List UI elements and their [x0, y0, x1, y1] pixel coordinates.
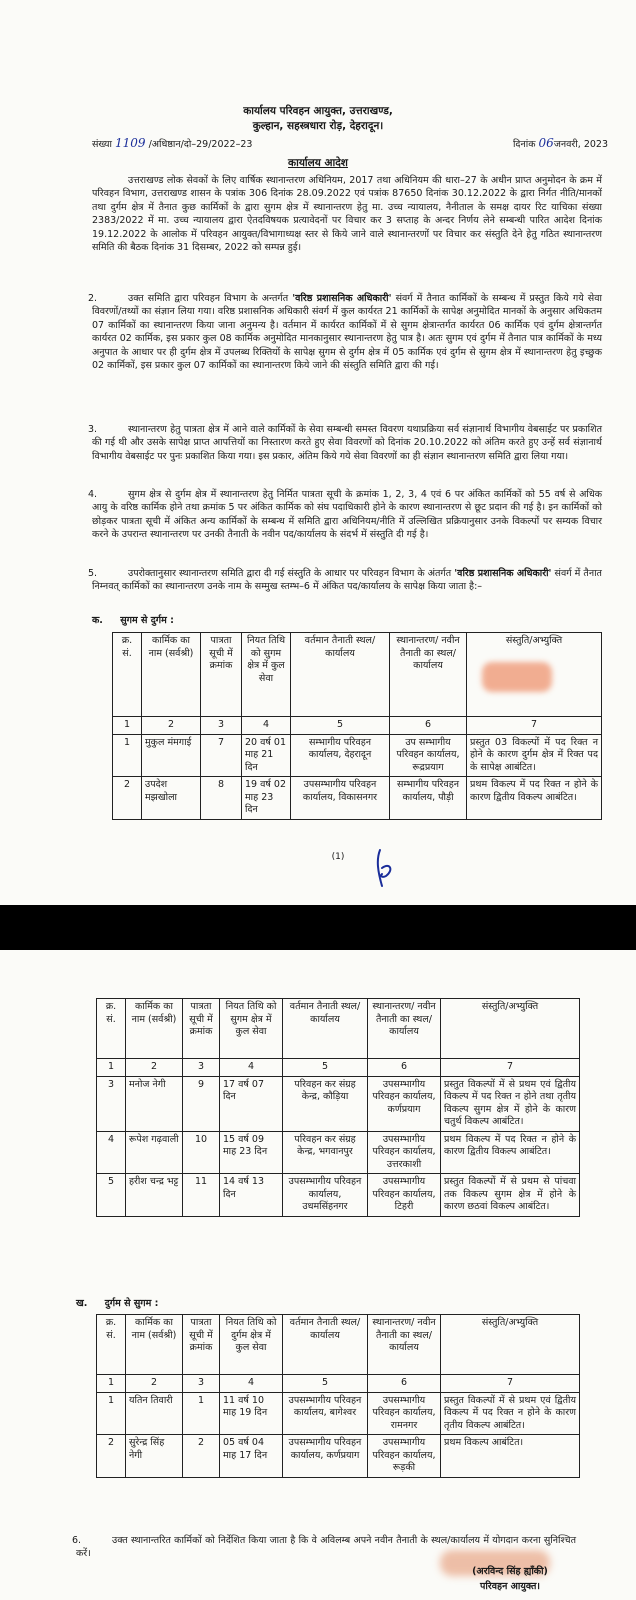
paragraph-2-cadre: 'वरिष्ठ प्रशासनिक अधिकारी' [292, 293, 392, 304]
colnum-2: 2 [126, 1059, 183, 1077]
header-new-posting: स्थानान्तरण/ नवीन तैनाती का स्थल/ कार्यालय [368, 999, 441, 1059]
cell-serial: 4 [97, 1131, 126, 1174]
cell-serial: 5 [97, 1174, 126, 1217]
reference-number [92, 137, 352, 151]
section-ka-title: सुगम से दुर्गम : [120, 615, 174, 626]
colnum-4: 4 [242, 717, 291, 735]
column-number-row [97, 1375, 580, 1393]
paragraph-2-text-a: उक्त समिति द्वारा परिवहन विभाग के अन्तर्गत [128, 293, 289, 304]
header-new-posting: स्थानान्तरण/ नवीन तैनाती का स्थल/ कार्यालय [368, 1315, 441, 1375]
cell-serial: 2 [97, 1435, 126, 1478]
cell-name: मनोज नेगी [126, 1076, 183, 1131]
cell-serial: 3 [97, 1076, 126, 1131]
cell-name: यतिन तिवारी [126, 1392, 183, 1435]
header-list-number: पात्रता सूची में क्रमांक [201, 633, 242, 717]
paragraph-4-number: 4. [88, 489, 98, 500]
header-name: कार्मिक का नाम (सर्वश्री) [126, 999, 183, 1059]
colnum-3: 3 [183, 1375, 220, 1393]
cell-current-posting: उपसम्भागीय परिवहन कार्यालय, बागेश्वर [283, 1392, 368, 1435]
cell-name: सुरेन्द्र सिंह नेगी [126, 1435, 183, 1478]
header-list-number: पात्रता सूची में क्रमांक [183, 999, 220, 1059]
page-number: (1) [331, 852, 345, 862]
cell-remark: प्रस्तुत 03 विकल्पों में पद रिक्त न होने के कारण दुर्गम क्षेत्र में रिक्त पद के सापेक्ष आबंटित। [467, 734, 602, 777]
cell-new-posting: उपसम्भागीय परिवहन कार्यालय, कर्णप्रयाग [368, 1076, 441, 1131]
colnum-4: 4 [220, 1059, 283, 1077]
colnum-5: 5 [283, 1059, 368, 1077]
cell-service: 11 वर्ष 10 माह 19 दिन [220, 1392, 283, 1435]
header-serial: क्र. सं. [97, 999, 126, 1059]
header-current-posting: वर्तमान तैनाती स्थल/कार्यालय [283, 999, 368, 1059]
ref-label: संख्या [92, 139, 112, 150]
header-new-posting: स्थानान्तरण/ नवीन तैनाती का स्थल/ कार्यालय [390, 633, 467, 717]
section-ka-marker: क. [92, 615, 103, 626]
cell-service: 19 वर्ष 02 माह 23 दिन [242, 777, 291, 820]
colnum-3: 3 [201, 717, 242, 735]
paragraph-2-text-b: संवर्ग में तैनात कार्मिकों के सम्बन्ध में प्रस्तुत किये गये सेवा विवरणों/तथ्यों का संज्ञान लिया गया। वरिष्ठ प्रशासनिक अधिकारी संवर्ग में कुल कार्यरत 21 कार्मिकों के सापेक्ष अनुमोदित मानकों के अनुसार अधिकतम 07 कार्मिकों का स्थानान्तरण किया जाना अनुमन्य है। वर्तमान में कार्यरत कार्मिकों में से सुगम क्षेत्रान्तर्गत कार्यरत 06 कार्मिक एवं दुर्गम क्षेत्रान्तर्गत कार्यरत 02 कार्मिक, इस प्रकार कुल 08 कार्मिक अनुमोदित मानकानुसार स्थानान्तरण हेतु पात्र है। अतः सुगम एवं दुर्गम में तैनात पात्र कार्मिकों के मध्य अनुपात के आधार पर ही दुर्गम क्षेत्र में उपलब्ध रिक्तियों के सापेक्ष सुगम से दुर्गम क्षेत्र में 05 कार्मिक एवं दुर्गम से सुगम क्षेत्र में स्थानान्तरण हेतु इच्छुक 02 कार्मिकों, इस प्रकार कुल 07 कार्मिकों का स्थानान्तरण किये जाने की संस्तुति समिति द्वारा की गई। [92, 293, 602, 372]
paragraph-3 [88, 423, 602, 463]
cell-new-posting: उप सम्भागीय परिवहन कार्यालय, रूद्रप्रयाग [390, 734, 467, 777]
cell-remark: प्रथम विकल्प में पद रिक्त न होने के कारण द्वितीय विकल्प आबंटित। [467, 777, 602, 820]
cell-current-posting: उपसम्भागीय परिवहन कार्यालय, विकासनगर [291, 777, 390, 820]
cell-serial: 2 [113, 777, 142, 820]
office-address: कुल्हान, सहस्त्रधारा रोड़, देहरादून। [252, 120, 384, 132]
redaction-smudge [482, 662, 552, 692]
date-label: दिनांक [512, 139, 536, 150]
cell-new-posting: उपसम्भागीय परिवहन कार्यालय, रामनगर [368, 1392, 441, 1435]
cell-name: हरीश चन्द्र भट्ट [126, 1174, 183, 1217]
paragraph-6-text: उक्त स्थानान्तरित कार्मिकों को निर्देशित किया जाता है कि वे अविलम्ब अपने नवीन तैनाती के स्थल/कार्यालय में योगदान करना सुनिश्चित करें। [76, 1535, 576, 1560]
cell-service: 05 वर्ष 04 माह 17 दिन [220, 1435, 283, 1478]
paragraph-6-number: 6. [72, 1535, 82, 1546]
paragraph-1: उत्तराखण्ड लोक सेवकों के लिए वार्षिक स्थानान्तरण अधिनियम, 2017 तथा अधिनियम की धारा–27 के अधीन प्राप्त अनुमोदन के क्रम में परिवहन विभाग, उत्तराखण्ड शासन के पत्रांक 306 दिनांक 28.09.2022 एवं पत्रांक 87650 दिनांक 30.12.2022 के द्वारा निर्गत नीति/मानकों तथा दुर्गम क्षेत्र में तैनात कुछ कार्मिकों के द्वारा सुगम क्षेत्र में स्थानान्तरण हेतु मा. उच्च न्यायालय, नैनीताल के समक्ष दायर रिट याचिका संख्या 2383/2022 में मा. उच्च न्यायालय द्वारा ऐतदविषयक प्रत्यावेदनों पर विचार कर 3 सप्ताह के अन्दर निर्णय लेने सम्बन्धी पारित आदेश दिनांक 19.12.2022 के आलोक में परिवहन आयुक्त/विभागाध्यक्ष स्तर से किये जाने वाले स्थानान्तरणों पर विचार कर संस्तुति देने हेतु गठित स्थानान्तरण समिति की बैठक दिनांक 31 दिसम्बर, 2022 को सम्पन्न हुई। [92, 175, 602, 254]
ref-suffix: /अधिष्ठान/दो–29/2022–23 [148, 139, 253, 150]
cell-list-number: 11 [183, 1174, 220, 1217]
cell-current-posting: परिवहन कर संग्रह केन्द्र, कौड़िया [283, 1076, 368, 1131]
cell-new-posting: उपसम्भागीय परिवहन कार्यालय, रूड़की [368, 1435, 441, 1478]
colnum-7: 7 [441, 1375, 580, 1393]
header-current-posting: वर्तमान तैनाती स्थल/कार्यालय [291, 633, 390, 717]
header-remarks: संस्तुति/अभ्युक्ति [467, 633, 602, 717]
signatory-designation: परिवहन आयुक्त। [480, 1581, 540, 1592]
colnum-3: 3 [183, 1059, 220, 1077]
table-row [97, 1174, 580, 1217]
colnum-7: 7 [467, 717, 602, 735]
paragraph-5-number: 5. [88, 568, 98, 579]
table-sugam-to-durgam-2 [96, 998, 580, 1217]
paragraph-2 [88, 292, 602, 372]
table-row [113, 734, 602, 777]
colnum-7: 7 [441, 1059, 580, 1077]
column-number-row [97, 1059, 580, 1077]
table-header-row [97, 999, 580, 1059]
paragraph-4-text: सुगम क्षेत्र से दुर्गम क्षेत्र में स्थानान्तरण हेतु निर्मित पात्रता सूची के क्रमांक 1, 2, 3, 4 एवं 6 पर अंकित कार्मिकों को 55 वर्ष से अधिक आयु के वरिष्ठ कार्मिक होने तथा क्रमांक 5 पर अंकित कार्मिक को संघ पदाधिकारी होने के कारण स्थानान्तरण से छूट प्रदान की गई है। इन कार्मिकों को छोड़कर पात्रता सूची में अंकित अन्य कार्मिकों के सम्बन्ध में समिति द्वारा अधिनियम/नीति में उल्लिखित प्रक्रियानुसार उनके विकल्पों पर सम्यक विचार करने के उपरान्त स्थानान्तरण पर उनकी तैनाती के नवीन पद/कार्यालय के संदर्भ में संस्तुति दी गई है। [92, 489, 602, 541]
paragraph-3-number: 3. [88, 424, 98, 435]
cell-new-posting: उपसम्भागीय परिवहन कार्यालय, उत्तरकाशी [368, 1131, 441, 1174]
cell-remark: प्रथम विकल्प आबंटित। [441, 1435, 580, 1478]
cell-service: 14 वर्ष 13 दिन [220, 1174, 283, 1217]
paragraph-5 [88, 567, 602, 594]
header-name: कार्मिक का नाम (सर्वश्री) [126, 1315, 183, 1375]
colnum-1: 1 [97, 1375, 126, 1393]
ref-handwritten: 1109 [114, 136, 146, 150]
order-date [468, 137, 608, 151]
header-current-posting: वर्तमान तैनाती स्थल/कार्यालय [283, 1315, 368, 1375]
colnum-4: 4 [220, 1375, 283, 1393]
cell-list-number: 2 [183, 1435, 220, 1478]
cell-remark: प्रथम विकल्प में पद रिक्त न होने के कारण द्वितीय विकल्प आबंटित। [441, 1131, 580, 1174]
cell-service: 15 वर्ष 09 माह 23 दिन [220, 1131, 283, 1174]
cell-list-number: 8 [201, 777, 242, 820]
cell-list-number: 10 [183, 1131, 220, 1174]
section-kha-marker: ख. [76, 1298, 88, 1309]
colnum-6: 6 [390, 717, 467, 735]
colnum-2: 2 [126, 1375, 183, 1393]
cell-remark: प्रस्तुत विकल्पों में से प्रथम से पांचवा तक विकल्प सुगम क्षेत्र में होने के कारण छठवां विकल्प आबंटित। [441, 1174, 580, 1217]
cell-current-posting: उपसम्भागीय परिवहन कार्यालय, कर्णप्रयाग [283, 1435, 368, 1478]
header-list-number: पात्रता सूची में क्रमांक [183, 1315, 220, 1375]
cell-serial: 1 [97, 1392, 126, 1435]
header-remarks: संस्तुति/अभ्युक्ति [441, 1315, 580, 1375]
cell-list-number: 9 [183, 1076, 220, 1131]
cell-name: रूपेश गढ़वाली [126, 1131, 183, 1174]
order-title: कार्यालय आदेश [288, 157, 348, 169]
paragraph-2-number: 2. [88, 293, 98, 304]
cell-list-number: 1 [183, 1392, 220, 1435]
paragraph-3-text: स्थानान्तरण हेतु पात्रता क्षेत्र में आने वाले कार्मिकों के सेवा सम्बन्धी समस्त विवरण यथाप्रक्रिया सर्व संज्ञानार्थ विभागीय वेबसाईट पर प्रकाशित की गई थी और उसके सापेक्ष प्राप्त आपत्तियों का निस्तारण करते हुए सेवा विवरणों को दिनांक 20.10.2022 को अंतिम करते हुए उन्हें सर्व संज्ञानार्थ विभागीय वेबसाईट पर पुनः प्रकाशित किया गया। इस प्रकार, अंतिम किये गये सेवा विवरणों का ही संज्ञान स्थानान्तरण समिति द्वारा लिया गया। [92, 424, 602, 462]
section-kha-title: दुर्गम से सुगम : [104, 1298, 159, 1309]
header-name: कार्मिक का नाम (सर्वश्री) [142, 633, 201, 717]
table-row [97, 1076, 580, 1131]
header-serial: क्र. सं. [113, 633, 142, 717]
cell-current-posting: परिवहन कर संग्रह केन्द्र, भगवानपुर [283, 1131, 368, 1174]
cell-name: उपदेश मझखोला [142, 777, 201, 820]
cell-current-posting: सम्भागीय परिवहन कार्यालय, देहरादून [291, 734, 390, 777]
table-header-row [97, 1315, 580, 1375]
colnum-2: 2 [142, 717, 201, 735]
header-remarks: संस्तुति/अभ्युक्ति [441, 999, 580, 1059]
colnum-1: 1 [113, 717, 142, 735]
header-serial: क्र. सं. [97, 1315, 126, 1375]
cell-new-posting: सम्भागीय परिवहन कार्यालय, पौड़ी [390, 777, 467, 820]
table-sugam-to-durgam-1 [112, 632, 602, 820]
table-row [113, 777, 602, 820]
table-row [97, 1392, 580, 1435]
paragraph-5-cadre: 'वरिष्ठ प्रशासनिक अधिकारी' [454, 568, 552, 579]
cell-new-posting: उपसम्भागीय परिवहन कार्यालय, टिहरी [368, 1174, 441, 1217]
colnum-6: 6 [368, 1059, 441, 1077]
paragraph-5-text-a: उपरोक्तानुसार स्थानान्तरण समिति द्वारा दी गई संस्तुति के आधार पर परिवहन विभाग के अंतर्गत [128, 568, 452, 579]
column-number-row [113, 717, 602, 735]
colnum-1: 1 [97, 1059, 126, 1077]
colnum-6: 6 [368, 1375, 441, 1393]
cell-current-posting: उपसम्भागीय परिवहन कार्यालय, उधमसिंहनगर [283, 1174, 368, 1217]
table-durgam-to-sugam [96, 1314, 580, 1478]
cell-name: मुकुल मंमगाई [142, 734, 201, 777]
initials-signature [370, 846, 396, 890]
header-total-service: नियत तिथि को सुगम क्षेत्र में कुल सेवा [220, 999, 283, 1059]
colnum-5: 5 [283, 1375, 368, 1393]
section-ka-heading [92, 614, 174, 627]
table-row [97, 1435, 580, 1478]
cell-remark: प्रस्तुत विकल्पों में से प्रथम एवं द्वितीय विकल्प में पद रिक्त न होने तथा तृतीय विकल्प सुगम क्षेत्र में होने के कारण चतुर्थ विकल्प आबंटित। [441, 1076, 580, 1131]
colnum-5: 5 [291, 717, 390, 735]
document-page-2 [0, 950, 636, 1600]
date-handwritten: 06 [538, 136, 554, 150]
cell-list-number: 7 [201, 734, 242, 777]
paragraph-5-text-b: संवर्ग में तैनात निम्नवत् कार्मिकों का स्थानान्तरण उनके नाम के सम्मुख स्तम्भ–6 में अंकित पद/कार्यालय के सापेक्ष किया जाता है:– [92, 568, 602, 593]
header-total-service: नियत तिथि को सुगम क्षेत्र में कुल सेवा [242, 633, 291, 717]
office-name: कार्यालय परिवहन आयुक्त, उत्तराखण्ड, [243, 105, 393, 117]
header-total-service: नियत तिथि को दुर्गम क्षेत्र में कुल सेवा [220, 1315, 283, 1375]
section-kha-heading [76, 1297, 158, 1310]
date-suffix: जनवरी, 2023 [553, 139, 608, 150]
paragraph-4 [88, 488, 602, 542]
cell-serial: 1 [113, 734, 142, 777]
page-separator [0, 905, 636, 950]
table-row [97, 1131, 580, 1174]
cell-service: 17 वर्ष 07 दिन [220, 1076, 283, 1131]
cell-remark: प्रस्तुत विकल्पों में से प्रथम एवं द्वितीय विकल्प में पद रिक्त न होने के कारण तृतीय विकल्प आबंटित। [441, 1392, 580, 1435]
cell-service: 20 वर्ष 01 माह 21 दिन [242, 734, 291, 777]
signatory-name: (अरविन्द सिंह ह्याँकी) [472, 1566, 548, 1577]
